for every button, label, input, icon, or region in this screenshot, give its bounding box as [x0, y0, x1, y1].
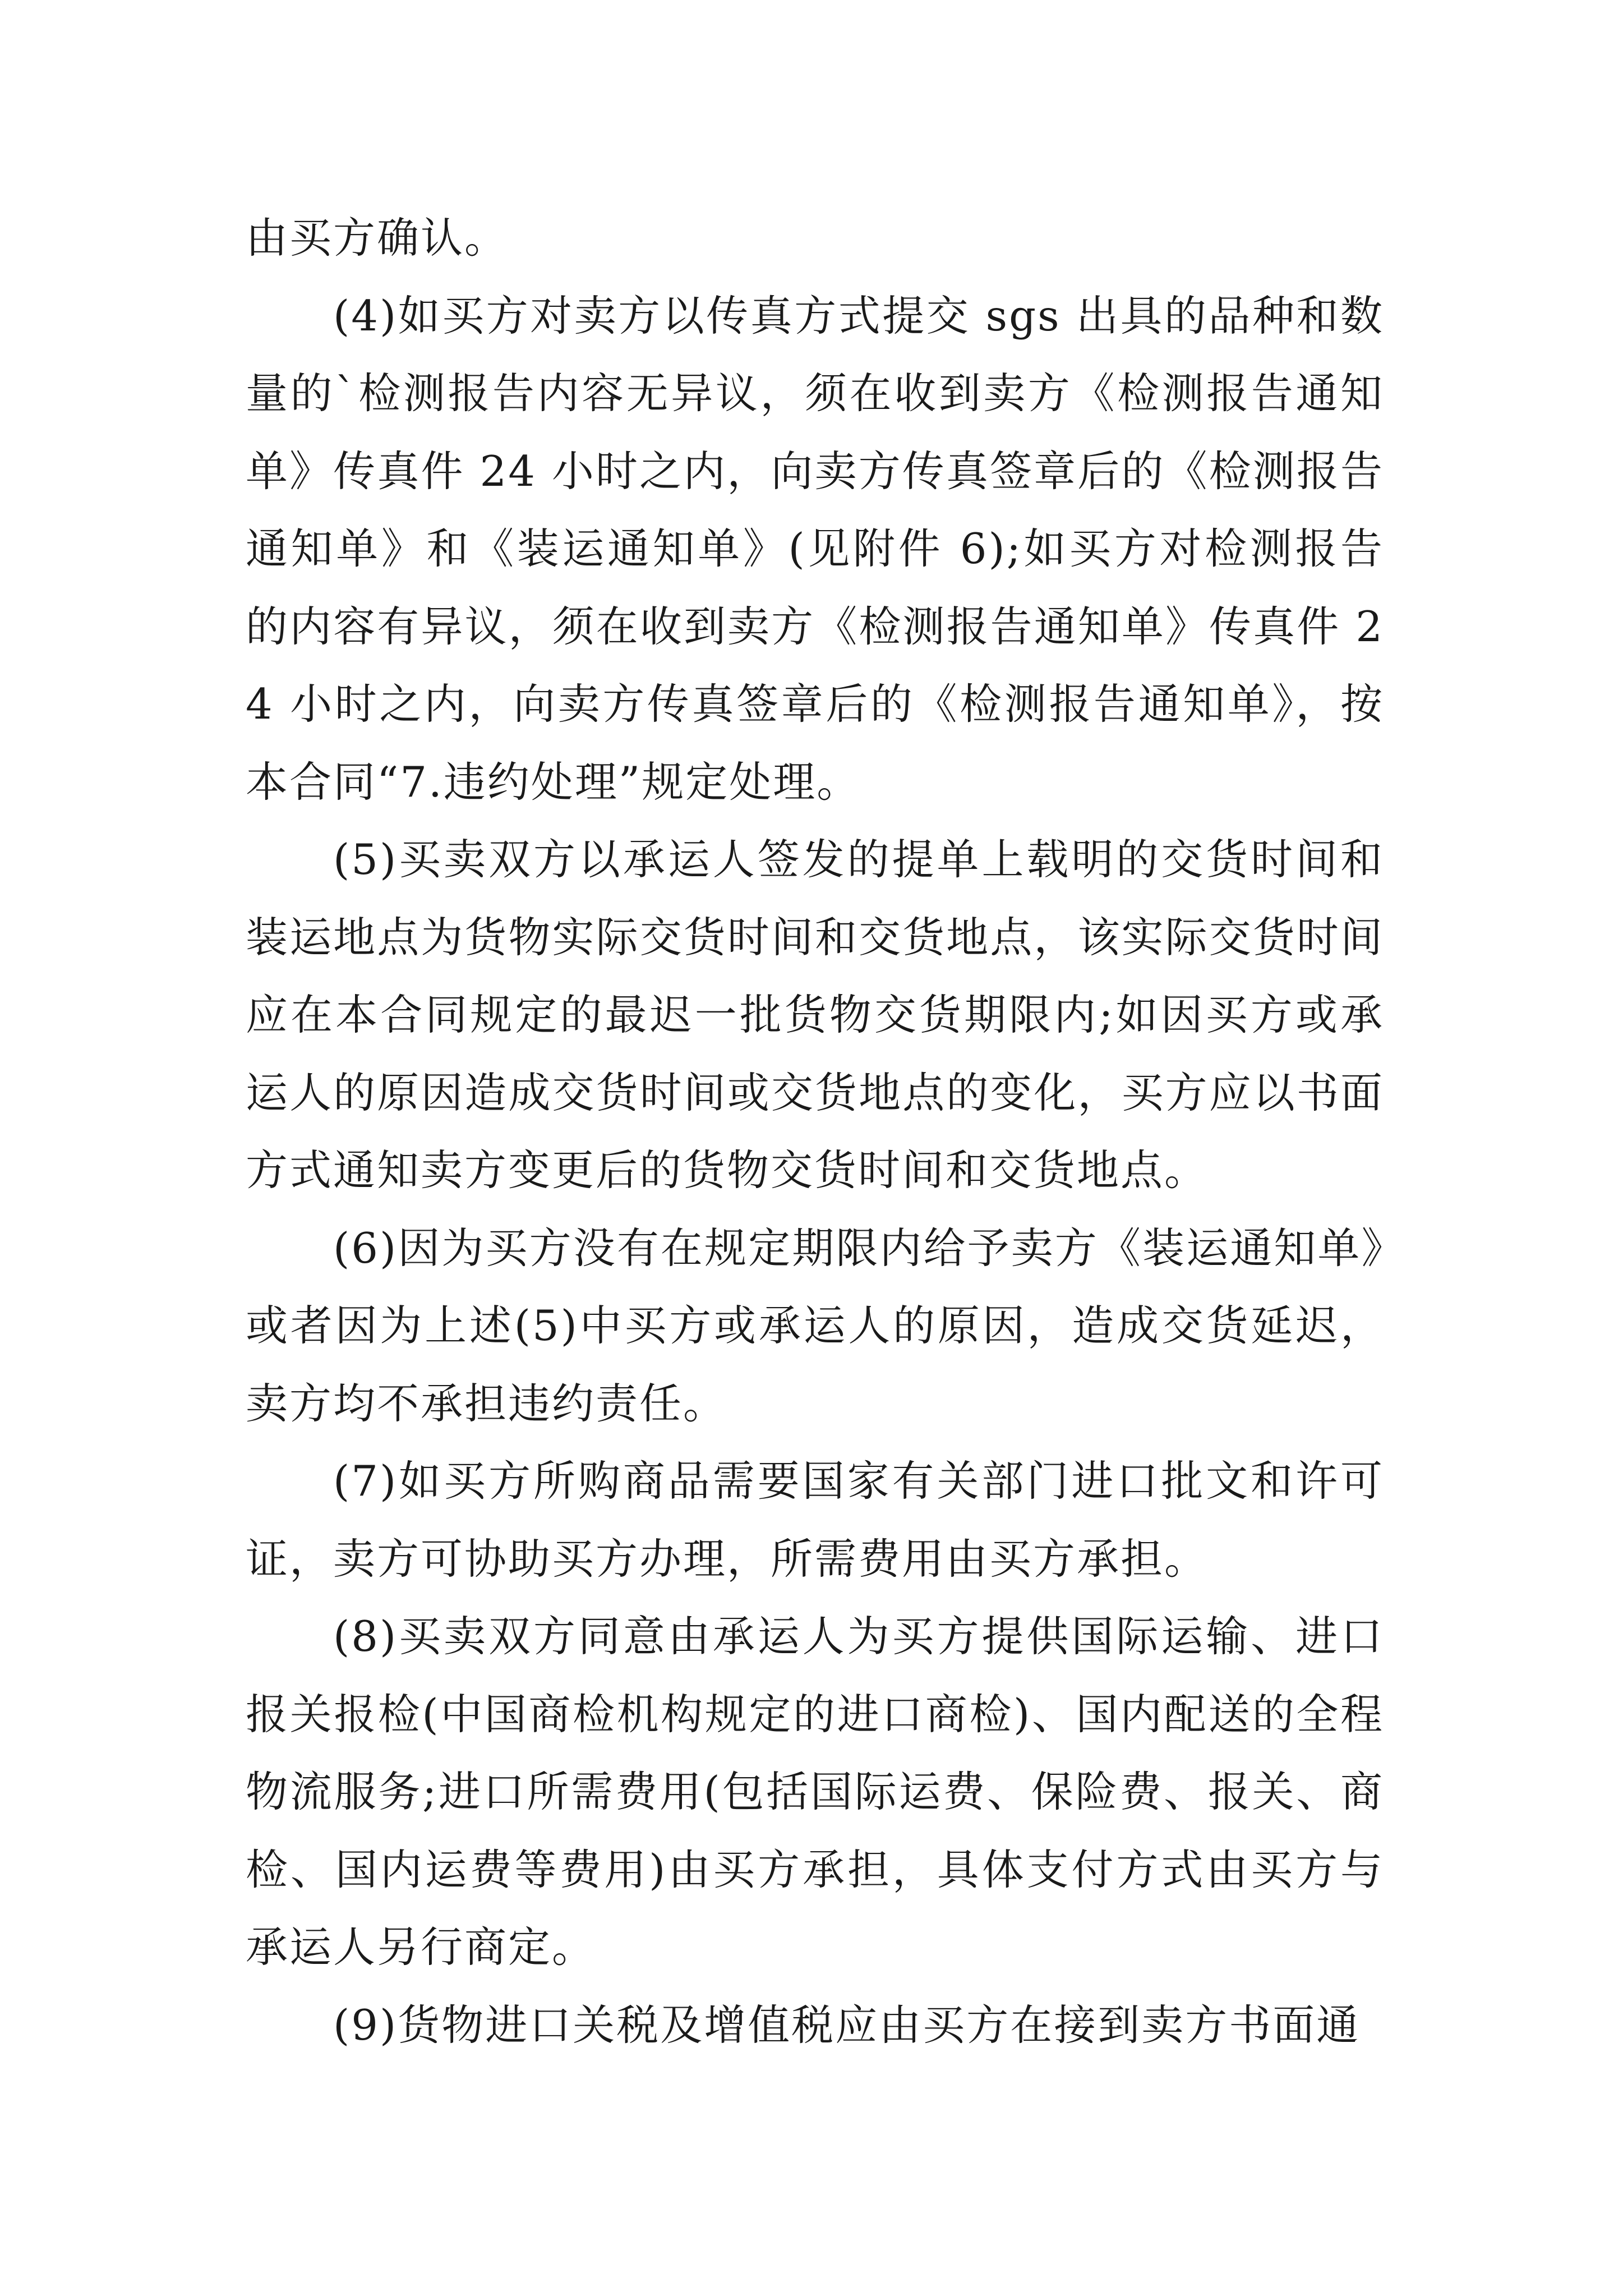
paragraph-clause-8: (8)买卖双方同意由承运人为买方提供国际运输、进口报关报检(中国商检机构规定的进口商检)、国内配送的全程物流服务;进口所需费用(包括国际运费、保险费、报关、商检、国内运费等费用)由买方承担，具体支付方式由买方与承运人另行商定。 [246, 1612, 1384, 1972]
paragraph-clause-7: (7)如买方所购商品需要国家有关部门进口批文和许可证，卖方可协助买方办理，所需费用由买方承担。 [246, 1456, 1384, 1584]
paragraph-clause-4: (4)如买方对卖方以传真方式提交 sgs 出具的品种和数量的`检测报告内容无异议，须在收到卖方《检测报告通知单》传真件 24 小时之内，向卖方传真签章后的《检测报告通知单》和《装运通知单》(见附件 6);如买方对检测报告的内容有异议，须在收到卖方《检测报告通知单》传真件 24 小时之内，向卖方传真签章后的《检测报告通知单》，按本合同“7.违约处理”规定处理。 [246, 291, 1384, 807]
paragraph-continuation: 由买方确认。 [246, 213, 509, 263]
contract-body-text [246, 199, 1384, 2064]
paragraph-clause-5: (5)买卖双方以承运人签发的提单上载明的交货时间和装运地点为货物实际交货时间和交货地点，该实际交货时间应在本合同规定的最迟一批货物交货期限内;如因买方或承运人的原因造成交货时间或交货地点的变化，买方应以书面方式通知卖方变更后的货物交货时间和交货地点。 [246, 835, 1384, 1195]
paragraph-clause-9: (9)货物进口关税及增值税应由买方在接到卖方书面通 [333, 2000, 1361, 2050]
paragraph-clause-6: (6)因为买方没有在规定期限内给予卖方《装运通知单》或者因为上述(5)中买方或承运人的原因，造成交货延迟，卖方均不承担违约责任。 [246, 1223, 1384, 1428]
